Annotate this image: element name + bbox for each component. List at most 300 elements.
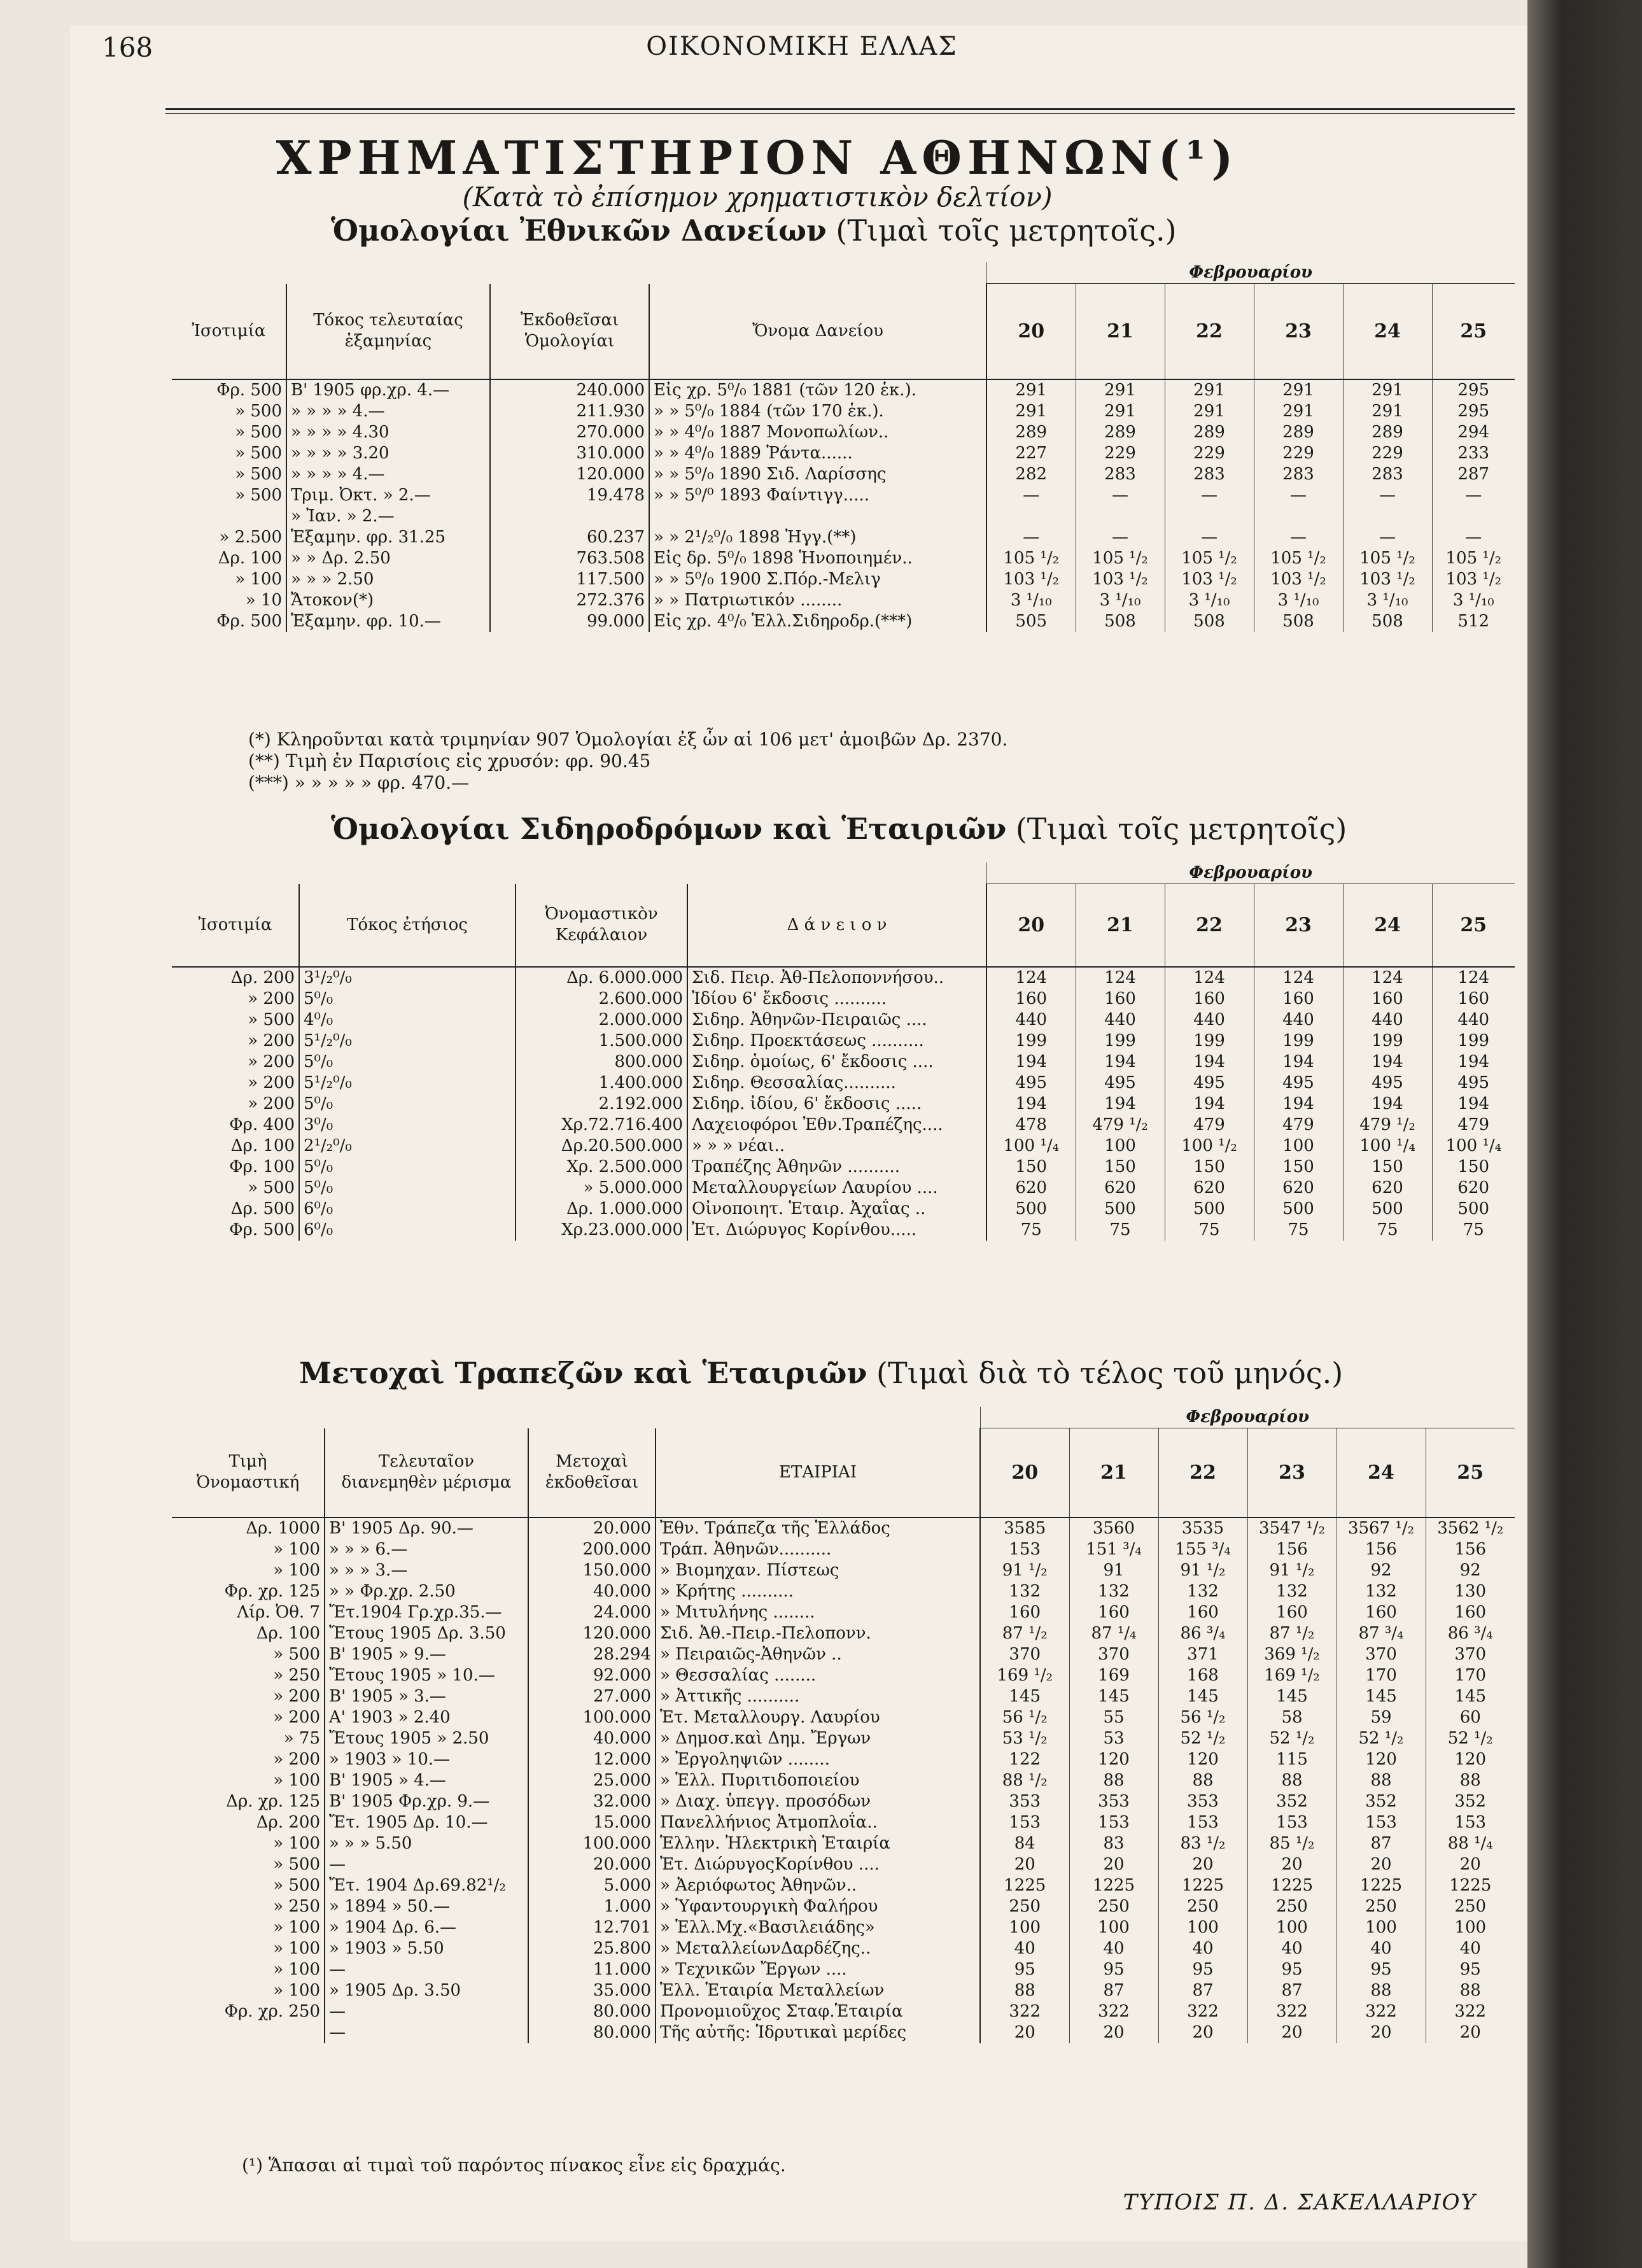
footnote: (*) Κληροῦνται κατὰ τριμηνίαν 907 Ὁμολογίαι ἐξ ὧν αἱ 106 μετ' ἀμοιβῶν Δρ. 2370. (248, 729, 1008, 750)
table-cell: 5.000 (528, 1875, 656, 1896)
table-cell: Τριμ. Ὀκτ. » 2.— (286, 485, 490, 506)
price-cell: 56 ¹/₂ (1158, 1707, 1247, 1728)
table-cell: 92.000 (528, 1665, 656, 1686)
price-cell: 20 (1069, 1854, 1158, 1875)
price-cell: 124 (1343, 967, 1432, 989)
price-cell: 369 ¹/₂ (1247, 1644, 1337, 1665)
table-cell: Ἔτους 1905 Δρ. 3.50 (325, 1623, 528, 1644)
price-cell (1076, 506, 1165, 527)
price-cell: 84 (980, 1833, 1069, 1854)
table-cell: Β' 1905 Δρ. 90.— (325, 1518, 528, 1539)
loan-row (172, 548, 1515, 569)
price-cell: 620 (1432, 1178, 1515, 1199)
table-cell: 1.500.000 (516, 1031, 687, 1052)
table-cell: » Θεσσαλίας ........ (656, 1665, 980, 1686)
price-cell: 194 (1254, 1094, 1343, 1115)
price-cell: 20 (980, 2022, 1069, 2043)
price-cell: 124 (1432, 967, 1515, 989)
price-cell: 322 (1069, 2001, 1158, 2022)
price-cell: 40 (980, 1938, 1069, 1959)
price-cell: 105 ¹/₂ (1343, 548, 1432, 569)
price-cell: 95 (980, 1959, 1069, 1980)
price-cell: 150 (986, 1157, 1076, 1178)
price-cell: 100 ¹/₄ (1343, 1136, 1432, 1157)
price-cell: 250 (1247, 1896, 1337, 1917)
share-row (172, 2001, 1515, 2022)
price-cell: 40 (1337, 1938, 1426, 1959)
price-cell: 199 (1432, 1031, 1515, 1052)
table-cell: 3¹/₂⁰/₀ (299, 967, 516, 989)
table-cell: 60.237 (490, 527, 649, 548)
col-header: Ἐκδοθεῖσαι Ὁμολογίαι (490, 284, 649, 379)
table-cell: Σιδ. Ἀθ.-Πειρ.-Πελοπονν. (656, 1623, 980, 1644)
day-header: 25 (1432, 884, 1515, 967)
bond-row (172, 1178, 1515, 1199)
table-cell: 2¹/₂⁰/₀ (299, 1136, 516, 1157)
price-cell: 153 (1337, 1812, 1426, 1833)
table-cell: » 10 (172, 590, 286, 611)
price-cell: 52 ¹/₂ (1158, 1728, 1247, 1749)
price-cell: 194 (1343, 1052, 1432, 1073)
price-cell: 145 (1069, 1686, 1158, 1707)
month-header-row (172, 262, 1515, 284)
price-cell: 194 (1254, 1052, 1343, 1073)
table-cell: Σιδηρ. Ἀθηνῶν-Πειραιῶς .... (687, 1010, 986, 1031)
table-cell: » » Φρ.χρ. 2.50 (325, 1581, 528, 1602)
price-cell: 105 ¹/₂ (1432, 548, 1515, 569)
price-cell: 440 (1432, 1010, 1515, 1031)
page-title: ΧΡΗΜΑΤΙΣΤΗΡΙΟΝ ΑΘΗΝΩΝ(¹) (276, 130, 1239, 185)
price-cell: 153 (1426, 1812, 1515, 1833)
day-header: 25 (1432, 284, 1515, 379)
share-row (172, 1833, 1515, 1854)
share-row (172, 1749, 1515, 1770)
price-cell: 20 (1069, 2022, 1158, 2043)
price-cell: 95 (1337, 1959, 1426, 1980)
table-cell: » » » » 4.— (286, 401, 490, 422)
price-cell: 88 (1337, 1770, 1426, 1791)
table-cell: 2.192.000 (516, 1094, 687, 1115)
table-cell: Ἑλλην. Ἠλεκτρικὴ Ἑταιρία (656, 1833, 980, 1854)
price-cell: 100 (1254, 1136, 1343, 1157)
price-cell: 103 ¹/₂ (1254, 569, 1343, 590)
price-cell: 291 (1076, 401, 1165, 422)
table-cell: » » » 2.50 (286, 569, 490, 590)
bond-row (172, 1094, 1515, 1115)
share-row (172, 1686, 1515, 1707)
price-cell: 1225 (1247, 1875, 1337, 1896)
table-cell: » » 5⁰/₀ 1884 (τῶν 170 ἑκ.). (649, 401, 986, 422)
table-cell: Δρ. 500 (172, 1199, 299, 1220)
table-cell: 25.000 (528, 1770, 656, 1791)
table-cell: » » 2¹/₂⁰/₀ 1898 Ἠγγ.(**) (649, 527, 986, 548)
price-cell: 130 (1426, 1581, 1515, 1602)
loan-row (172, 590, 1515, 611)
day-header: 25 (1426, 1428, 1515, 1518)
table-cell: Δρ.20.500.000 (516, 1136, 687, 1157)
price-cell: 1225 (980, 1875, 1069, 1896)
price-cell: 508 (1254, 611, 1343, 632)
table-cell: Οἰνοποιητ. Ἑταιρ. Ἀχαΐας .. (687, 1199, 986, 1220)
table-cell: 12.701 (528, 1917, 656, 1938)
price-cell: 289 (1343, 422, 1432, 443)
column-header-row (172, 1428, 1515, 1518)
table-cell: » » Δρ. 2.50 (286, 548, 490, 569)
bond-row (172, 1199, 1515, 1220)
price-cell: 370 (1337, 1644, 1426, 1665)
table-cell: Β' 1905 φρ.χρ. 4.— (286, 379, 490, 401)
price-cell: — (986, 485, 1076, 506)
table-cell: » 100 (172, 1560, 325, 1581)
table-cell: » Κρήτης .......... (656, 1581, 980, 1602)
price-cell (1343, 506, 1432, 527)
table-cell: Ἑλλ. Ἑταιρία Μεταλλείων (656, 1980, 980, 2001)
price-cell: 87 (1158, 1980, 1247, 2001)
price-cell: 53 (1069, 1728, 1158, 1749)
col-header: Τόκος τελευταίας ἑξαμηνίας (286, 284, 490, 379)
price-cell: 124 (1076, 967, 1165, 989)
price-cell: 3567 ¹/₂ (1337, 1518, 1426, 1539)
price-cell: 20 (1158, 2022, 1247, 2043)
price-cell: 153 (980, 1812, 1069, 1833)
table-cell: — (325, 1959, 528, 1980)
share-row (172, 1539, 1515, 1560)
price-cell: 229 (1343, 443, 1432, 464)
table-cell: » 200 (172, 1707, 325, 1728)
price-cell: 194 (1165, 1052, 1254, 1073)
section1-heading (331, 213, 1177, 248)
col-header: Ἰσοτιμία (172, 284, 286, 379)
table-cell: » Βιομηχαν. Πίστεως (656, 1560, 980, 1581)
price-cell: 132 (1337, 1581, 1426, 1602)
journal-title: ΟΙΚΟΝΟΜΙΚΗ ΕΛΛΑΣ (646, 32, 958, 61)
loan-row (172, 527, 1515, 548)
table-cell: » 1894 » 50.— (325, 1896, 528, 1917)
table-cell: Ἐτ. ΔιώρυγοςΚορίνθου .... (656, 1854, 980, 1875)
price-cell: 160 (1432, 989, 1515, 1010)
table-cell: Δρ. 200 (172, 967, 299, 989)
table-cell: 200.000 (528, 1539, 656, 1560)
price-cell: 56 ¹/₂ (980, 1707, 1069, 1728)
table-cell: » » » » 4.30 (286, 422, 490, 443)
day-header: 22 (1165, 884, 1254, 967)
price-cell: 124 (1254, 967, 1343, 989)
table-cell: 270.000 (490, 422, 649, 443)
section3-note: (Τιμαὶ διὰ τὸ τέλος τοῦ μηνός.) (876, 1356, 1344, 1390)
col-header: Τόκος ἐτήσιος (299, 884, 516, 967)
price-cell: 495 (1343, 1073, 1432, 1094)
price-cell: 88 ¹/₄ (1426, 1833, 1515, 1854)
table-cell: Δρ. 100 (172, 1623, 325, 1644)
bond-row (172, 1220, 1515, 1241)
table-cell: Σιδηρ. Θεσσαλίας.......... (687, 1073, 986, 1094)
table-cell: Β' 1905 Φρ.χρ. 9.— (325, 1791, 528, 1812)
table-cell: Λίρ. Ὀθ. 7 (172, 1602, 325, 1623)
table-cell: Δρ. 200 (172, 1812, 325, 1833)
loan-row (172, 401, 1515, 422)
table-cell: » 1903 » 5.50 (325, 1938, 528, 1959)
book-binding (1527, 0, 1642, 2268)
price-cell: 3547 ¹/₂ (1247, 1518, 1337, 1539)
col-header: Μετοχαὶ ἐκδοθεῖσαι (528, 1428, 656, 1518)
price-cell: 85 ¹/₂ (1247, 1833, 1337, 1854)
table-cell: » » » » 4.— (286, 464, 490, 485)
price-cell: 87 ³/₄ (1337, 1623, 1426, 1644)
footnote: (***) » » » » » φρ. 470.— (248, 772, 470, 793)
price-cell: 132 (1069, 1581, 1158, 1602)
table-cell (172, 2022, 325, 2043)
price-cell: 199 (986, 1031, 1076, 1052)
table-cell: Δρ. 100 (172, 1136, 299, 1157)
price-cell: 1225 (1158, 1875, 1247, 1896)
price-cell: 100 (1426, 1917, 1515, 1938)
bond-row (172, 1115, 1515, 1136)
price-cell: 495 (1254, 1073, 1343, 1094)
price-cell: 87 ¹/₂ (980, 1623, 1069, 1644)
table-cell: » 200 (172, 1052, 299, 1073)
price-cell: 92 (1426, 1560, 1515, 1581)
header-rule-thin (165, 113, 1515, 114)
table-cell: » Δημοσ.καὶ Δημ. Ἔργων (656, 1728, 980, 1749)
day-header: 23 (1247, 1428, 1337, 1518)
table-cell: » 200 (172, 1031, 299, 1052)
price-cell: 95 (1426, 1959, 1515, 1980)
table-cell: Δρ. 100 (172, 548, 286, 569)
price-cell: 75 (1343, 1220, 1432, 1241)
table-cell: 40.000 (528, 1581, 656, 1602)
price-cell: 508 (1076, 611, 1165, 632)
price-cell: 88 (1426, 1980, 1515, 2001)
day-header: 22 (1165, 284, 1254, 379)
table-cell: 120.000 (528, 1623, 656, 1644)
price-cell: 505 (986, 611, 1076, 632)
table-cell: 5¹/₂⁰/₀ (299, 1073, 516, 1094)
day-header: 20 (980, 1428, 1069, 1518)
table-cell: 5⁰/₀ (299, 989, 516, 1010)
day-header: 20 (986, 284, 1076, 379)
table-cell: 24.000 (528, 1602, 656, 1623)
price-cell: 160 (986, 989, 1076, 1010)
price-cell: 105 ¹/₂ (1165, 548, 1254, 569)
price-cell: 145 (1158, 1686, 1247, 1707)
price-cell: 370 (1069, 1644, 1158, 1665)
day-header: 24 (1343, 884, 1432, 967)
price-cell: 495 (1076, 1073, 1165, 1094)
price-cell: 440 (986, 1010, 1076, 1031)
price-cell (1254, 506, 1343, 527)
price-cell: 250 (980, 1896, 1069, 1917)
table-cell: Φρ. 400 (172, 1115, 299, 1136)
share-row (172, 1917, 1515, 1938)
table-cell: » » » 5.50 (325, 1833, 528, 1854)
table-cell: Φρ. χρ. 125 (172, 1581, 325, 1602)
loan-row (172, 485, 1515, 506)
table-cell: » 500 (172, 422, 286, 443)
price-cell: 75 (1432, 1220, 1515, 1241)
price-cell: 478 (986, 1115, 1076, 1136)
table-cell: 5¹/₂⁰/₀ (299, 1031, 516, 1052)
table-cell: 6⁰/₀ (299, 1199, 516, 1220)
price-cell: 105 ¹/₂ (1254, 548, 1343, 569)
table-cell: Ἑτ. Μεταλλουργ. Λαυρίου (656, 1707, 980, 1728)
price-cell: 291 (986, 379, 1076, 401)
column-header-row (172, 884, 1515, 967)
month-header-row (172, 1407, 1515, 1428)
table-cell: 240.000 (490, 379, 649, 401)
price-cell: 52 ¹/₂ (1337, 1728, 1426, 1749)
table-cell: 763.508 (490, 548, 649, 569)
table-cell (490, 506, 649, 527)
table-cell: » 500 (172, 401, 286, 422)
table-cell: » 1905 Δρ. 3.50 (325, 1980, 528, 2001)
table-cell: » 200 (172, 1073, 299, 1094)
price-cell: 103 ¹/₂ (1343, 569, 1432, 590)
price-cell: — (1076, 527, 1165, 548)
table-cell: » Ἰαν. » 2.— (286, 506, 490, 527)
table-cell: » Τεχνικῶν Ἔργων .... (656, 1959, 980, 1980)
price-cell: 20 (1247, 1854, 1337, 1875)
price-cell: 53 ¹/₂ (980, 1728, 1069, 1749)
price-cell: 289 (1165, 422, 1254, 443)
section2-title: Ὁμολογίαι Σιδηροδρόμων καὶ Ἑταιριῶν (331, 812, 1007, 846)
table-cell: » 100 (172, 1959, 325, 1980)
table-cell: 5⁰/₀ (299, 1094, 516, 1115)
price-cell: 20 (1247, 2022, 1337, 2043)
price-cell: 100 (1076, 1136, 1165, 1157)
table-cell: » 200 (172, 989, 299, 1010)
price-cell: 291 (1343, 401, 1432, 422)
price-cell: 153 (1069, 1812, 1158, 1833)
share-row (172, 1980, 1515, 2001)
price-cell: 295 (1432, 401, 1515, 422)
table-cell: Προνομιοῦχος Σταφ.Ἑταιρία (656, 2001, 980, 2022)
price-cell: 88 (1158, 1770, 1247, 1791)
bond-row (172, 1157, 1515, 1178)
price-cell: 495 (1432, 1073, 1515, 1094)
price-cell: 289 (1076, 422, 1165, 443)
day-header: 21 (1076, 284, 1165, 379)
price-cell: 3 ¹/₁₀ (1165, 590, 1254, 611)
table-cell: » Ὑφαντουργικὴ Φαλήρου (656, 1896, 980, 1917)
section2-note: (Τιμαὶ τοῖς μετρητοῖς) (1015, 812, 1347, 846)
loan-row (172, 611, 1515, 632)
table-cell: Β' 1905 » 4.— (325, 1770, 528, 1791)
table-cell: » 200 (172, 1094, 299, 1115)
price-cell: 500 (1076, 1199, 1165, 1220)
share-row (172, 2022, 1515, 2043)
share-row (172, 1665, 1515, 1686)
price-cell: 169 (1069, 1665, 1158, 1686)
table-cell: » » 5⁰/⁰ 1893 Φαίντιγγ..... (649, 485, 986, 506)
price-cell: 160 (1247, 1602, 1337, 1623)
price-cell: 199 (1343, 1031, 1432, 1052)
price-cell: 322 (1337, 2001, 1426, 2022)
price-cell: 103 ¹/₂ (1076, 569, 1165, 590)
table-cell: Πανελλήνιος Ἀτμοπλοΐα.. (656, 1812, 980, 1833)
table-cell: 1.400.000 (516, 1073, 687, 1094)
day-header: 21 (1076, 884, 1165, 967)
price-cell: 283 (1343, 464, 1432, 485)
table-cell: » 1904 Δρ. 6.— (325, 1917, 528, 1938)
price-cell: 124 (986, 967, 1076, 989)
table-cell: Σιδηρ. ὁμοίως, 6' ἔκδοσις .... (687, 1052, 986, 1073)
price-cell: 100 ¹/₄ (986, 1136, 1076, 1157)
price-cell: 145 (1426, 1686, 1515, 1707)
table-cell: Χρ.23.000.000 (516, 1220, 687, 1241)
bond-row (172, 1136, 1515, 1157)
table-cell: 100.000 (528, 1707, 656, 1728)
price-cell: — (1254, 527, 1343, 548)
price-cell: 160 (1165, 989, 1254, 1010)
bond-row (172, 1073, 1515, 1094)
bond-row (172, 1052, 1515, 1073)
table-cell: » 75 (172, 1728, 325, 1749)
price-cell: 150 (1432, 1157, 1515, 1178)
price-cell: 58 (1247, 1707, 1337, 1728)
day-header: 20 (986, 884, 1076, 967)
price-cell: 88 (1337, 1980, 1426, 2001)
price-cell: — (1432, 485, 1515, 506)
table-cell: Ἐθν. Τράπεζα τῆς Ἑλλάδος (656, 1518, 980, 1539)
printer-imprint: ΤΥΠΟΙΣ Π. Δ. ΣΑΚΕΛΛΑΡΙΟΥ (1123, 2190, 1477, 2215)
day-header: 24 (1337, 1428, 1426, 1518)
price-cell: 151 ³/₄ (1069, 1539, 1158, 1560)
table-cell: » 250 (172, 1896, 325, 1917)
table-cell: Ἔτ.1904 Γρ.χρ.35.— (325, 1602, 528, 1623)
month-label: Φεβρουαρίου (986, 863, 1515, 884)
price-cell: 20 (980, 1854, 1069, 1875)
price-cell: 508 (1165, 611, 1254, 632)
table-cell: » 500 (172, 1010, 299, 1031)
table-cell: Ἑξαμην. φρ. 10.— (286, 611, 490, 632)
table-cell: 11.000 (528, 1959, 656, 1980)
table-cell: Σιδ. Πειρ. Ἀθ-Πελοποννήσου.. (687, 967, 986, 989)
price-cell: 88 (980, 1980, 1069, 2001)
share-row (172, 1896, 1515, 1917)
table-cell: 32.000 (528, 1791, 656, 1812)
price-cell: 88 (1247, 1770, 1337, 1791)
share-row (172, 1812, 1515, 1833)
table-cell: » ΜεταλλείωνΔαρδέζης.. (656, 1938, 980, 1959)
price-cell: 194 (1432, 1094, 1515, 1115)
price-cell: 291 (1254, 379, 1343, 401)
price-cell: 91 (1069, 1560, 1158, 1581)
bond-row (172, 1031, 1515, 1052)
price-cell: 88 (1069, 1770, 1158, 1791)
price-cell: 156 (1337, 1539, 1426, 1560)
table-cell: » 250 (172, 1665, 325, 1686)
table-cell: Φρ. 500 (172, 1220, 299, 1241)
price-cell: 620 (1165, 1178, 1254, 1199)
price-cell: 289 (1254, 422, 1343, 443)
header-rule (165, 108, 1515, 110)
price-cell: 295 (1432, 379, 1515, 401)
price-cell: 620 (986, 1178, 1076, 1199)
table-cell (649, 506, 986, 527)
table-cell: 19.478 (490, 485, 649, 506)
table-cell: » 200 (172, 1749, 325, 1770)
price-cell: 170 (1426, 1665, 1515, 1686)
price-cell: 479 (1165, 1115, 1254, 1136)
table-cell: Β' 1905 » 3.— (325, 1686, 528, 1707)
price-cell: 160 (1343, 989, 1432, 1010)
price-cell: 479 (1432, 1115, 1515, 1136)
price-cell: 440 (1254, 1010, 1343, 1031)
price-cell: 282 (986, 464, 1076, 485)
price-cell: 500 (1343, 1199, 1432, 1220)
price-cell: — (1165, 527, 1254, 548)
price-cell: 120 (1337, 1749, 1426, 1770)
